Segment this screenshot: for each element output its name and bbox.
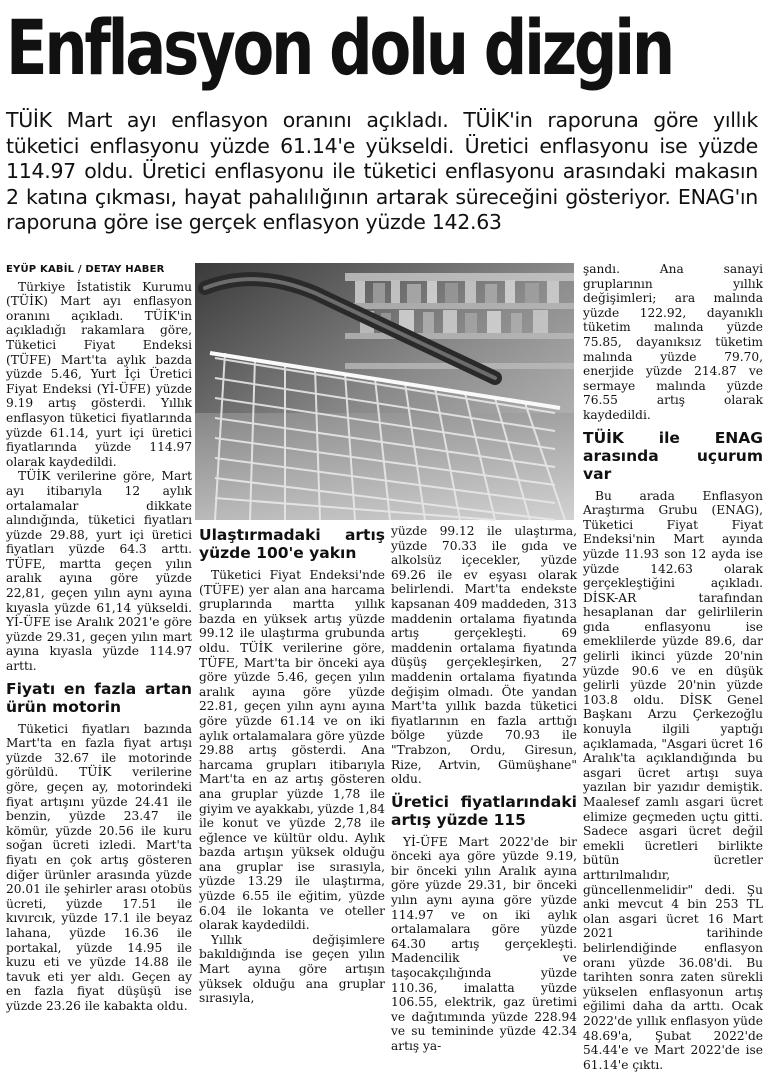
col3-paragraph-1: yüzde 99.12 ile ulaştırma, yüzde 70.33 ile gıda ve alkolsüz içecekler, yüzde 69.26 ile ev eşyası olarak belirlendi. Mart'ta endekste kapsanan 409 maddeden, 313 maddenin ortalama fiyatında artış gerçekleşti. 69 maddenin ortalama fiyatında düşüş gerçekleşirken, 27 maddenin ortalama fiyatında değişim olmadı. Öte yandan Mart'ta yıllık bazda tüketici fiyatlarının en fazla arttığı bölge yüzde 70.93 ile "Trabzon, Ordu, Giresun, Rize, Artvin, Gümüşhane" oldu.: [391, 524, 577, 787]
col1-paragraph-3: Tüketici fiyatları bazında Mart'ta en fazla fiyat artışı yüzde 32.67 ile motorinde görüldü. TÜİK verilerine göre, geçen ay, motorindeki fiyat artışını yüzde 24.41 ile benzin, yüzde 23.47 ile kömür, yüzde 20.56 ile kuru soğan ücreti izledi. Mart'ta fiyatı en çok artış gösteren diğer ürünler arasında yüzde 20.01 ile şehirler arası otobüs ücreti, yüzde 17.51 ile kıvırcık, yüzde 17.1 ile beyaz lahana, yüzde 16.36 ile portakal, yüzde 14.95 ile kuzu eti ve yüzde 14.88 ile tavuk eti yer aldı. Geçen ay en fazla fiyat düşüşü ise yüzde 23.26 ile kabakta oldu.: [6, 721, 192, 1013]
column-2: [199, 524, 385, 1024]
col2-paragraph-1: Tüketici Fiyat Endeksi'nde (TÜFE) yer alan ana harcama gruplarında martta yıllık bazda en yüksek artış yüzde 99.12 ile ulaştırma grubunda oldu. TÜİK verilerine göre, TÜFE, Mart'ta bir önceki aya göre yüzde 5.46, geçen yılın aralık ayına göre yüzde 22.81, geçen yılın aynı ayına göre yüzde 61.14 ve on iki aylık ortalamalara göre yüzde 29.88 artış gösterdi. Ana harcama grupları itibarıyla Mart'ta en az artış gösteren ana gruplar yüzde 1,78 ile giyim ve ayakkabı, yüzde 1,84 ile konut ve yüzde 2,78 ile eğlence ve kültür oldu. Aylık bazda artışın yüksek olduğu ana gruplar ise sırasıyla, yüzde 13.29 ile ulaştırma, yüzde 6.55 ile eğitim, yüzde 6.04 ile lokanta ve oteller olarak kaydedildi.: [199, 568, 385, 933]
shopping-cart-image: [195, 263, 574, 520]
column-4: [583, 262, 763, 1072]
col3-paragraph-2: Yİ-ÜFE Mart 2022'de bir önceki aya göre yüzde 9.19, bir önceki yılın Aralık ayına göre yüzde 29.31, bir önceki yılın aynı ayına göre yüzde 114.97 ve on iki aylık ortalamalara göre yüzde 64.30 artış gerçekleşti. Madencilik ve taşocakçılığında yüzde 110.36, imalatta yüzde 106.55, elektrik, gaz üretimi ve dağıtımında yüzde 228.94 ve su temininde yüzde 42.34 artış ya-: [391, 834, 577, 1053]
col4-paragraph-2: Bu arada Enflasyon Araştırma Grubu (ENAG), Tüketici Fiyat Fiyat Endeksi'nin Mart ayında yüzde 11.93 son 12 ayda ise yüzde 142.63 olarak gerçekleştiğini açıkladı. DİSK-AR tarafından hesaplanan dar gelirlilerin gıda enflasyonu ise emeklilerde yüzde 89.6, dar gelirli ikinci yüzde 20'nin yüzde 90.6 ve en düşük gelirli yüzde 20'nin yüzde 103.8 oldu. DİSK Genel Başkanı Arzu Çerkezoğlu konuyla ilgili yaptığı açıklamada, "Asgari ücret 16 Aralık'ta açıklandığında bu asgari ücret artışı suya yazılan bir yazıdır demiştik. Maalesef zamlı asgari ücret elimize geçmeden uçtu gitti. Sadece asgari ücret değil emekli ücretleri birlikte bütün ücretler arttırılmalıdır, güncellenmelidir" dedi. Şu anki mevcut 4 bin 253 TL olan asgari ücret 16 Mart 2021 tarihinde belirlendiğinde enflasyon oranı yüzde 36.08'di. Bu tarihten sonra zaten sürekli yükselen enflasyonun artış eğilimi daha da arttı. Ocak 2022'de yıllık enflasyon yüde 48.69'a, Şubat 2022'de 54.44'e ve Mart 2022'de ise 61.14'e çıktı.: [583, 488, 763, 1072]
col4-paragraph-1: şandı. Ana sanayi gruplarının yıllık değişimleri; ara malında yüzde 122.92, dayanıklı tüketim malında yüzde 75.85, dayanıksız tüketim malında yüzde 79.70, enerjide yüzde 214.87 ve sermaye malında yüzde 76.55 artış olarak kaydedildi.: [583, 262, 763, 422]
col2-paragraph-2: Yıllık değişimlere bakıldığında ise geçen yılın Mart ayına göre artışın yüksek olduğu ana gruplar sırasıyla,: [199, 932, 385, 1006]
subheading-motorin: Fiyatı en fazla artan ürün motorin: [6, 679, 192, 716]
shopping-cart-photo: [195, 263, 574, 520]
headline: Enflasyon dolu dizgin: [6, 3, 672, 92]
lead-paragraph: TÜİK Mart ayı enflasyon oranını açıkladı. TÜİK'in raporuna göre yıllık tüketici enflasyonu yüzde 61.14'e yükseldi. Üretici enflasyonu ise yüzde 114.97 oldu. Üretici enflasyonu ile tüketici enflasyonu arasındaki makasın 2 katına çıkması, hayat pahalılığının artarak süreceğini gösteriyor. ENAG'ın raporuna göre ise gerçek enflasyon yüzde 142.63: [6, 108, 758, 234]
subheading-uretici: Üretici fiyatlarındaki artış yüzde 115: [391, 792, 577, 829]
byline: EYÜP KABİL / DETAY HABER: [6, 264, 165, 275]
col1-paragraph-2: TÜİK verilerine göre, Mart ayı itibarıyla 12 aylık ortalamalar dikkate alındığında, tüketici fiyatları yüzde 29.88, yurt içi üretici fiyatları yüzde 64.3 arttı. TÜFE, martta geçen yılın aralık ayına göre yüzde 22,81, geçen yılın aynı ayına kıyasla yüzde 61,14 yükseldi. Yİ-ÜFE ise Aralık 2021'e göre yüzde 29.31, geçen yılın mart ayına kıyasla yüzde 114.97 arttı.: [6, 469, 192, 674]
subheading-ulastirma: Ulaştırmadaki artış yüzde 100'e yakın: [199, 526, 385, 562]
col1-paragraph-1: Türkiye İstatistik Kurumu (TÜİK) Mart ayı enflasyon oranını açıkladı. TÜİK'in açıkladığı rakamlara göre, Tüketici Fiyat Endeksi (TÜFE) Mart'ta aylık bazda yüzde 5.46, Yurt İçi Üretici Fiyat Endeksi (Yİ-ÜFE) yüzde 9.19 artış gösterdi. Yıllık enflasyon tüketici fiyatlarında yüzde 61.14, yurt içi üretici fiyatlarında yüzde 114.97 olarak kaydedildi.: [6, 279, 192, 469]
subheading-tuik-enag: TÜİK ile ENAG arasında uçurum var: [583, 428, 763, 483]
column-1: [6, 263, 192, 1024]
column-3: [391, 524, 577, 1053]
